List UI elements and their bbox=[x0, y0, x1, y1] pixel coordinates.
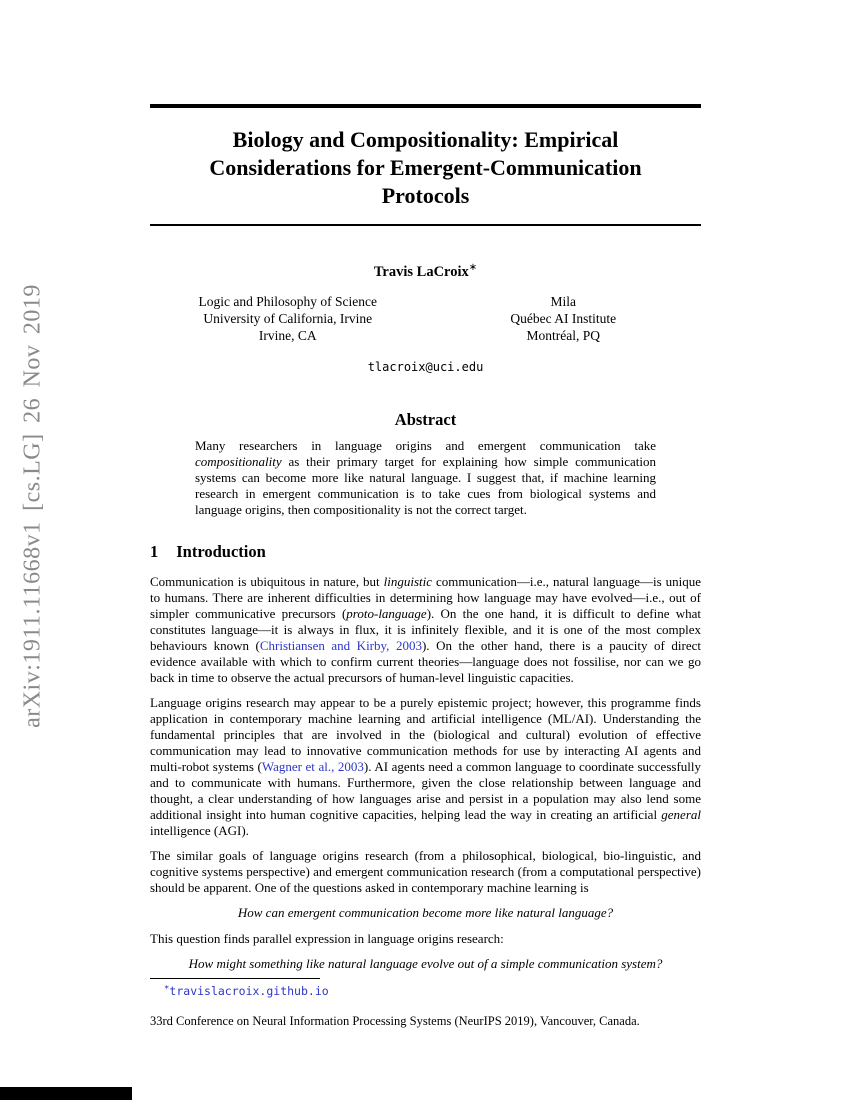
email-address: tlacroix@uci.edu bbox=[367, 359, 484, 374]
paragraph: This question finds parallel expression in language origins research: bbox=[150, 930, 504, 946]
affiliation-line: Irvine, CA bbox=[258, 327, 317, 343]
affiliation-line: Montréal, PQ bbox=[526, 327, 600, 343]
affiliation-line: Logic and Philosophy of Science bbox=[198, 293, 377, 309]
quote-question-2: How might something like natural language evolve out of a simple communication system? bbox=[188, 955, 663, 971]
text-segment: as their primary target for explaining how simple communication systems can become more like natural language. I suggest that, if machine learning research in emergent communication is to take cues from biological systems and language origins, then compositionality is not the correct target. bbox=[195, 453, 656, 517]
affiliation-right bbox=[426, 293, 702, 344]
title-line: Considerations for Emergent-Communication bbox=[209, 155, 642, 180]
affiliation-line: Mila bbox=[550, 293, 576, 309]
text-segment: ). On the one hand, it is difficult to define what constitutes language—it is always in flux, it is infinitely flexible, and it is one of the most complex behaviours known ( bbox=[150, 605, 701, 653]
text-segment: ). On the other hand, there is a paucity of direct evidence available with which to confirm current theories—language does not fossilise, nor can we go back in time to observe the actual precursors of human-level linguistic capacities. bbox=[150, 637, 702, 685]
section-number: 1 bbox=[150, 541, 159, 561]
author-footnote-mark: ∗ bbox=[468, 262, 478, 273]
abstract-text bbox=[195, 438, 656, 518]
affiliation-line: Québec AI Institute bbox=[510, 310, 617, 326]
text-segment: communication—i.e., natural language—is unique to humans. There are inherent difficulties in determining how language may have evolved—i.e., out of simpler communicative precursors ( bbox=[150, 573, 701, 621]
footnote-mark: ∗ bbox=[164, 983, 170, 993]
paper-content bbox=[150, 0, 701, 972]
paragraph bbox=[150, 695, 701, 839]
paragraph bbox=[150, 848, 701, 896]
text-segment: Communication is ubiquitous in nature, but bbox=[150, 573, 384, 589]
paper-title bbox=[150, 126, 701, 210]
footnote bbox=[164, 983, 701, 998]
affiliation-left bbox=[150, 293, 426, 344]
text-segment: general bbox=[661, 806, 701, 822]
footer-block bbox=[150, 978, 701, 1029]
title-line: Protocols bbox=[381, 183, 470, 208]
text-segment: Language origins research may appear to be a purely epistemic project; however, this programme finds application in contemporary machine learning and artificial intelligence (ML/AI). Understanding the fundamental principles that are involved in the (biological and cultural) evolution of effective communication may lead to innovative communication methods for use by interacting AI agents and multi-robot systems ( bbox=[150, 694, 701, 774]
text-segment: linguistic bbox=[383, 573, 433, 589]
text-segment: Many researchers in language origins and emergent communication take bbox=[195, 437, 656, 453]
section-heading-introduction bbox=[150, 542, 701, 562]
citation-link[interactable]: Wagner et al., 2003 bbox=[261, 758, 364, 774]
text-segment: intelligence (AGI). bbox=[150, 822, 249, 838]
title-line: Biology and Compositionality: Empirical bbox=[232, 127, 619, 152]
text-segment: proto-language bbox=[346, 605, 427, 621]
abstract-heading: Abstract bbox=[394, 409, 457, 429]
arxiv-watermark: arXiv:1911.11668v1 [cs.LG] 26 Nov 2019 bbox=[19, 284, 46, 728]
section-title: Introduction bbox=[176, 541, 266, 561]
author-name: Travis LaCroix bbox=[373, 263, 469, 280]
footnote-link[interactable]: travislacroix.github.io bbox=[169, 983, 329, 998]
author-block bbox=[150, 262, 701, 281]
title-rule-top bbox=[150, 104, 701, 108]
quote-question-1: How can emergent communication become more like natural language? bbox=[237, 904, 614, 920]
text-segment: compositionality bbox=[195, 453, 282, 469]
conference-note: 33rd Conference on Neural Information Processing Systems (NeurIPS 2019), Vancouver, Canada. bbox=[150, 1013, 640, 1028]
affiliations bbox=[150, 293, 701, 344]
title-rule-bottom bbox=[150, 224, 701, 226]
text-segment: The similar goals of language origins research (from a philosophical, biological, bio-linguistic, and cognitive systems perspective) and emergent communication research (from a computational perspective) should be apparent. One of the questions asked in contemporary machine learning is bbox=[150, 847, 701, 895]
page-edge-artifact bbox=[0, 1087, 132, 1100]
footnote-rule bbox=[150, 978, 320, 979]
text-segment: ). AI agents need a common language to coordinate successfully and to communicate with humans. Furthermore, given the close relationship between language and thought, a clear understanding of how languages arise and persist in a population may also lend some additional insight into human cognitive capacities, helping lead the way in creating an artificial bbox=[150, 758, 701, 822]
affiliation-line: University of California, Irvine bbox=[203, 310, 373, 326]
paragraph bbox=[150, 574, 701, 686]
citation-link[interactable]: Christiansen and Kirby, 2003 bbox=[259, 637, 422, 653]
